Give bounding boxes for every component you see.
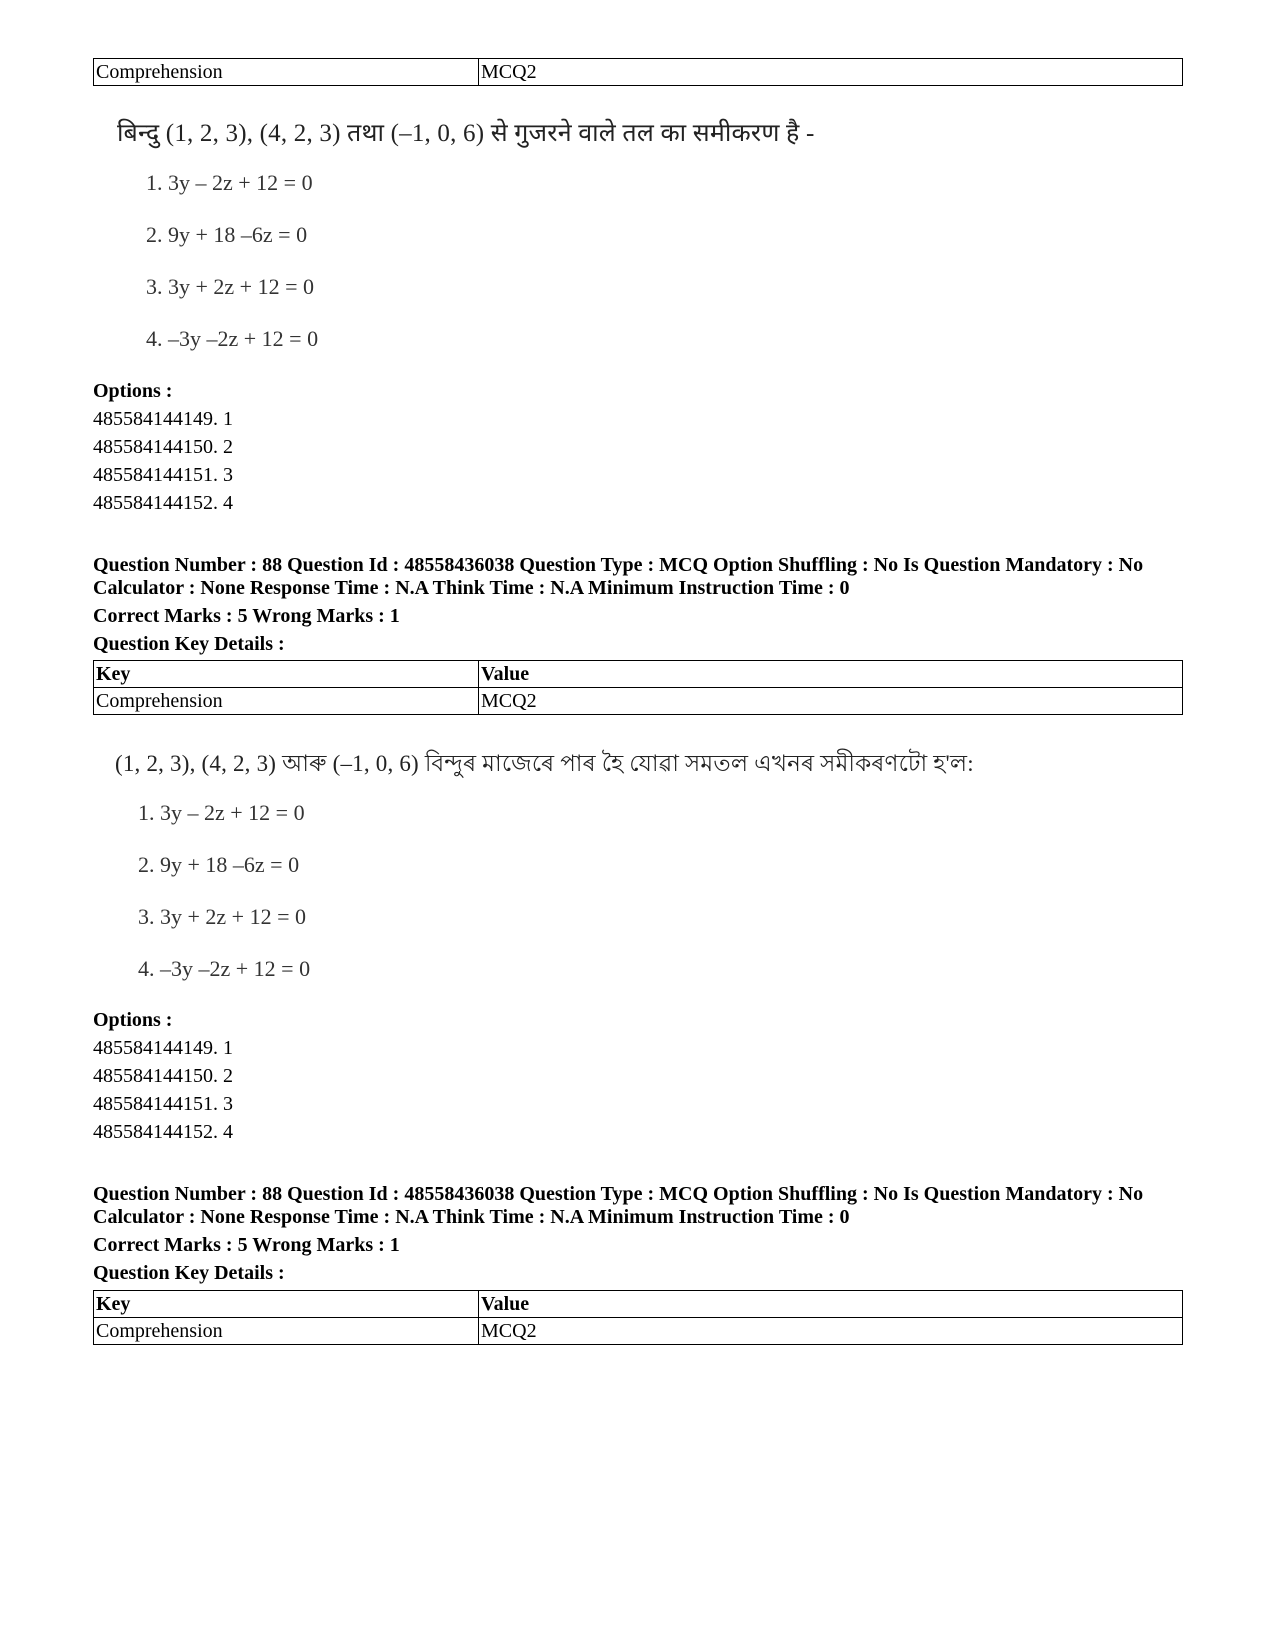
value-cell: MCQ2 [479, 59, 1183, 86]
question-stem: (1, 2, 3), (4, 2, 3) আৰু (–1, 0, 6) বিন্দুৰ মাজেৰে পাৰ হৈ যোৱা সমতল এখনৰ সমীকৰণটো হ'ল: [115, 751, 974, 776]
table-row [94, 1318, 1183, 1345]
key-value-table [93, 660, 1183, 715]
table-row [94, 59, 1183, 86]
question-image-hindi [117, 115, 815, 149]
table-header-row [94, 1291, 1183, 1318]
key-cell: Comprehension [94, 1318, 479, 1345]
options-label: Options : [93, 380, 173, 402]
choice-4: 4. –3y –2z + 12 = 0 [146, 326, 319, 351]
question-stem: बिन्दु (1, 2, 3), (4, 2, 3) तथा (–1, 0, 6) से गुजरने वाले तल का समीकरण है - [117, 120, 815, 147]
key-cell: Comprehension [94, 688, 479, 715]
question-meta: Question Number : 88 Question Id : 48558436038 Question Type : MCQ Option Shuffling : No Is Question Mandatory : No Calculator : None Response Time : N.A Think Time : N.A Minimum Instruction Time : 0 [93, 1183, 1144, 1228]
option-item: 485584144151. 3 [93, 464, 233, 486]
option-item: 485584144149. 1 [93, 1037, 233, 1059]
key-header: Key [94, 661, 479, 688]
key-value-table-top [93, 58, 1183, 86]
key-value-table [93, 1290, 1183, 1345]
choice-2: 2. 9y + 18 –6z = 0 [138, 852, 300, 877]
table-header-row [94, 661, 1183, 688]
option-item: 485584144150. 2 [93, 1065, 233, 1087]
value-cell: MCQ2 [479, 688, 1183, 715]
option-item: 485584144151. 3 [93, 1093, 233, 1115]
option-item: 485584144150. 2 [93, 436, 233, 458]
choice-1: 1. 3y – 2z + 12 = 0 [146, 170, 313, 195]
option-item: 485584144152. 4 [93, 1121, 233, 1143]
choice-1: 1. 3y – 2z + 12 = 0 [138, 800, 305, 825]
table-row [94, 688, 1183, 715]
choice-4: 4. –3y –2z + 12 = 0 [138, 956, 311, 981]
value-header: Value [479, 1291, 1183, 1318]
options-label: Options : [93, 1009, 173, 1031]
key-details-label: Question Key Details : [93, 633, 285, 655]
key-cell: Comprehension [94, 59, 479, 86]
marks-line: Correct Marks : 5 Wrong Marks : 1 [93, 1234, 400, 1256]
marks-line: Correct Marks : 5 Wrong Marks : 1 [93, 605, 400, 627]
key-details-label: Question Key Details : [93, 1262, 285, 1284]
value-cell: MCQ2 [479, 1318, 1183, 1345]
option-item: 485584144152. 4 [93, 492, 233, 514]
option-item: 485584144149. 1 [93, 408, 233, 430]
value-header: Value [479, 661, 1183, 688]
choice-3: 3. 3y + 2z + 12 = 0 [146, 274, 314, 299]
question-image-assamese [115, 745, 974, 784]
question-meta: Question Number : 88 Question Id : 48558436038 Question Type : MCQ Option Shuffling : No Is Question Mandatory : No Calculator : None Response Time : N.A Think Time : N.A Minimum Instruction Time : 0 [93, 554, 1144, 599]
choice-3: 3. 3y + 2z + 12 = 0 [138, 904, 306, 929]
key-header: Key [94, 1291, 479, 1318]
choice-2: 2. 9y + 18 –6z = 0 [146, 222, 308, 247]
